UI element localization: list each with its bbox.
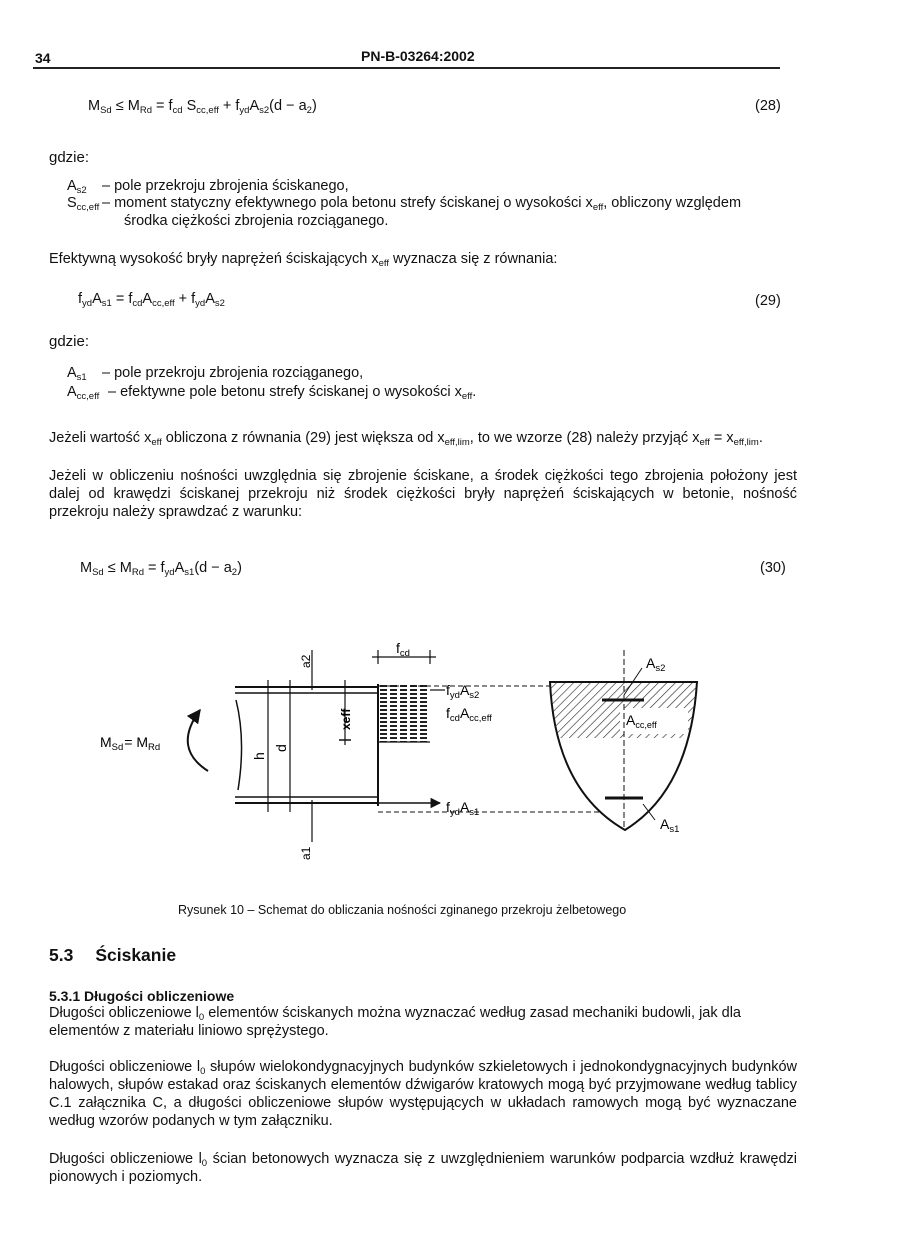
equation-30-number: (30) — [760, 560, 786, 576]
fig-fyd-as1-Asub: s1 — [469, 807, 480, 818]
fig-fyd-as1-sub: yd — [449, 807, 460, 818]
equation-28-number: (28) — [755, 98, 781, 114]
svg-text:fcd — [396, 640, 410, 659]
def-scc: $S_{cc,eff}$ — [67, 195, 100, 213]
svg-text:As2 — [646, 655, 665, 674]
xeff-lim-paragraph: Jeżeli wartość $x_{eff}$ obliczona z równania (29) jest większa od $x_{eff,lim}$, to we wzorze (28) należy przyjąć $x_{eff} = x_{eff,lim}$. — [49, 430, 763, 448]
fig-fcd-acc-A: A — [459, 705, 470, 721]
fig-fcd: f — [396, 640, 400, 656]
figure-caption: Rysunek 10 – Schemat do obliczania nośności zginanego przekroju żelbetowego — [178, 903, 627, 917]
fig-fyd-as1-A: A — [459, 799, 470, 815]
def-as1: $A_{s1}$ — [67, 365, 87, 383]
paragraph-5-3-1-a: Długości obliczeniowe $l_0$ elementów ściskanych można wyznaczać według zasad mechaniki budowli, jak dla elementów z materiału liniowo sprężystego. — [49, 1005, 741, 1039]
fig-d: d — [273, 744, 289, 752]
equation-29-number: (29) — [755, 293, 781, 309]
section-heading: 5.3 Ściskanie — [49, 945, 177, 965]
svg-text:MSd= MRd — [100, 734, 160, 753]
equation-30: $M_{Sd} \le M_{Rd} = f_{yd}A_{s1}(d - a_2)$ — [80, 560, 242, 578]
svg-text:As1 — [660, 816, 679, 835]
compression-reinforcement-paragraph: Jeżeli w obliczeniu nośności uwzględnia się zbrojenie ściskane, a środek ciężkości tego zbrojenia położony jest dalej od krawędzi ściskanej przekroju niż środek ciężkości bryły naprężeń ściskających w betonie, nośność przekroju należy sprawdzać z warunku: — [49, 468, 797, 520]
fig-as1: A — [660, 816, 670, 832]
def-as2: $A_{s2}$ — [67, 178, 87, 196]
fig-a2: a2 — [299, 654, 313, 668]
subsection-heading: 5.3.1 Długości obliczeniowe — [49, 988, 235, 1004]
fig-mrd-sub: Rd — [148, 742, 161, 753]
paragraph-5-3-1-c: Długości obliczeniowe $l_0$ ścian betonowych wyznacza się z uwzględnieniem warunków podparcia wzdłuż krawędzi pionowych i poziomych. — [49, 1151, 797, 1185]
fig-a1: a1 — [299, 846, 313, 860]
cross-section — [550, 650, 697, 830]
def-acc: $A_{cc,eff}$ — [67, 384, 100, 402]
def-as2-text: – pole przekroju zbrojenia ściskanego, — [102, 178, 349, 194]
xeff-paragraph: Efektywną wysokość bryły naprężeń ściskających $x_{eff}$ wyznacza się z równania: — [49, 251, 558, 269]
def-scc-cont: środka ciężkości zbrojenia rozciąganego. — [124, 213, 389, 229]
moment-arrow — [188, 710, 208, 771]
fig-fcd-acc-sub: cd — [449, 713, 460, 724]
page-number: 34 — [35, 50, 51, 66]
def-scc-text: – moment statyczny efektywnego pola betonu strefy ściskanej o wysokości $x_{eff}$, obliczony względem — [102, 195, 742, 213]
fig-as2: A — [646, 655, 656, 671]
fig-fcd-acc: f — [446, 705, 450, 721]
fig-mrd: M — [136, 734, 149, 750]
fig-acc-sub: cc,eff — [635, 720, 657, 730]
def-acc-text: – efektywne pole betonu strefy ściskanej o wysokości $x_{eff}$. — [108, 384, 477, 402]
fig-fyd-as2-Asub: s2 — [469, 690, 480, 701]
fig-h: h — [251, 752, 267, 760]
fig-fyd-as2-A: A — [459, 682, 470, 698]
fig-fyd-as2: f — [446, 682, 450, 698]
fig-xeff: xeff — [339, 708, 353, 730]
fig-fyd-as2-sub: yd — [449, 690, 460, 701]
gdzie-label-2: gdzie: — [49, 333, 90, 350]
def-as1-text: – pole przekroju zbrojenia rozciąganego, — [102, 365, 364, 381]
stress-block — [380, 684, 430, 742]
svg-text:fcdAcc,eff — [446, 705, 492, 724]
svg-text:fydAs1 — [446, 799, 479, 818]
gdzie-label: gdzie: — [49, 149, 90, 166]
fig-fcd-sub: cd — [399, 648, 410, 659]
equation-28: $M_{Sd} \le M_{Rd} = f_{cd}$ $S_{cc,eff} + f_{yd}A_{s2}(d - a_2)$ — [88, 98, 317, 116]
fig-fcd-acc-Asub: cc,eff — [469, 713, 492, 724]
fig-msd: M — [100, 734, 112, 750]
equation-29: $f_{yd}A_{s1} = f_{cd}A_{cc,eff} + f_{yd}A_{s2}$ — [78, 291, 225, 309]
fig-acc: A — [626, 712, 636, 728]
standard-code: PN-B-03264:2002 — [361, 48, 475, 64]
fig-msd-sub: Sd — [111, 742, 124, 753]
svg-text:fydAs2 — [446, 682, 479, 701]
fig-as1-sub: s1 — [669, 824, 680, 835]
fig-eqsign: = — [124, 734, 137, 750]
paragraph-5-3-1-b: Długości obliczeniowe $l_0$ słupów wielokondygnacyjnych budynków szkieletowych i jednokondygnacyjnych budynków halowych, słupów estakad oraz ściskanych elementów dźwigarów kratowych mogą być przyjmowane według tablicy C.1 załącznika C, a długości obliczeniowe słupów występujących w układach ramowych mogą być wyznaczane według wzorów podanych w tym załączniku. — [49, 1059, 797, 1129]
fig-as2-sub: s2 — [655, 663, 666, 674]
fig-fyd-as1: f — [446, 799, 450, 815]
